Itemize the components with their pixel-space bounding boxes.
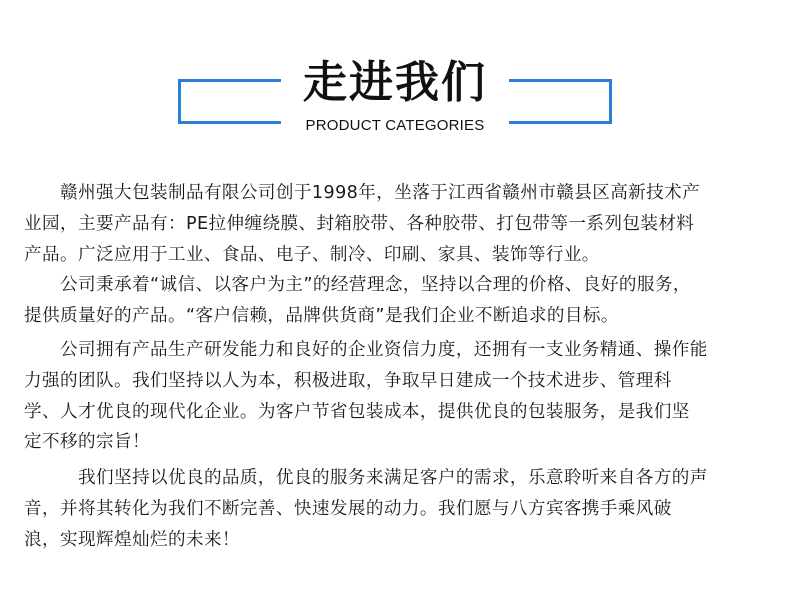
intro-paragraph-2 xyxy=(24,270,691,332)
paragraph-line: 赣州强大包装制品有限公司创于1998年，坐落于江西省赣州市赣县区高新技术产 xyxy=(24,183,701,203)
paragraph-line: 音，并将其转化为我们不断完善、快速发展的动力。我们愿与八方宾客携手乘风破 xyxy=(24,498,672,519)
paragraph-line: 浪，实现辉煌灿烂的未来！ xyxy=(24,529,240,550)
section-header xyxy=(0,0,790,150)
paragraph-line: 业园，主要产品有：PE拉伸缠绕膜、封箱胶带、各种胶带、打包带等一系列包装材料 xyxy=(24,213,695,234)
paragraph-line: 公司秉承着“诚信、以客户为主”的经营理念，坚持以合理的价格、良好的服务， xyxy=(24,275,691,295)
paragraph-line: 学、人才优良的现代化企业。为客户节省包装成本，提供优良的包装服务，是我们坚 xyxy=(24,401,690,422)
paragraph-line: 我们坚持以优良的品质，优良的服务来满足客户的需求，乐意聆听来自各方的声 xyxy=(24,468,708,488)
page-title: 走进我们 xyxy=(303,57,487,108)
paragraph-line: 产品。广泛应用于工业、食品、电子、制冷、印刷、家具、装饰等行业。 xyxy=(24,244,600,265)
paragraph-line: 力强的团队。我们坚持以人为本，积极进取，争取早日建成一个技术进步、管理科 xyxy=(24,370,672,391)
paragraph-line: 定不移的宗旨！ xyxy=(24,432,150,453)
intro-paragraph-4 xyxy=(24,463,708,555)
page-subtitle: PRODUCT CATEGORIES xyxy=(305,117,485,134)
paragraph-line: 公司拥有产品生产研发能力和良好的企业资信力度，还拥有一支业务精通、操作能 xyxy=(24,340,708,360)
paragraph-line: 提供质量好的产品。“客户信赖，品牌供货商”是我们企业不断追求的目标。 xyxy=(24,305,619,326)
intro-paragraph-3 xyxy=(24,335,708,458)
intro-paragraph-1 xyxy=(24,178,700,270)
